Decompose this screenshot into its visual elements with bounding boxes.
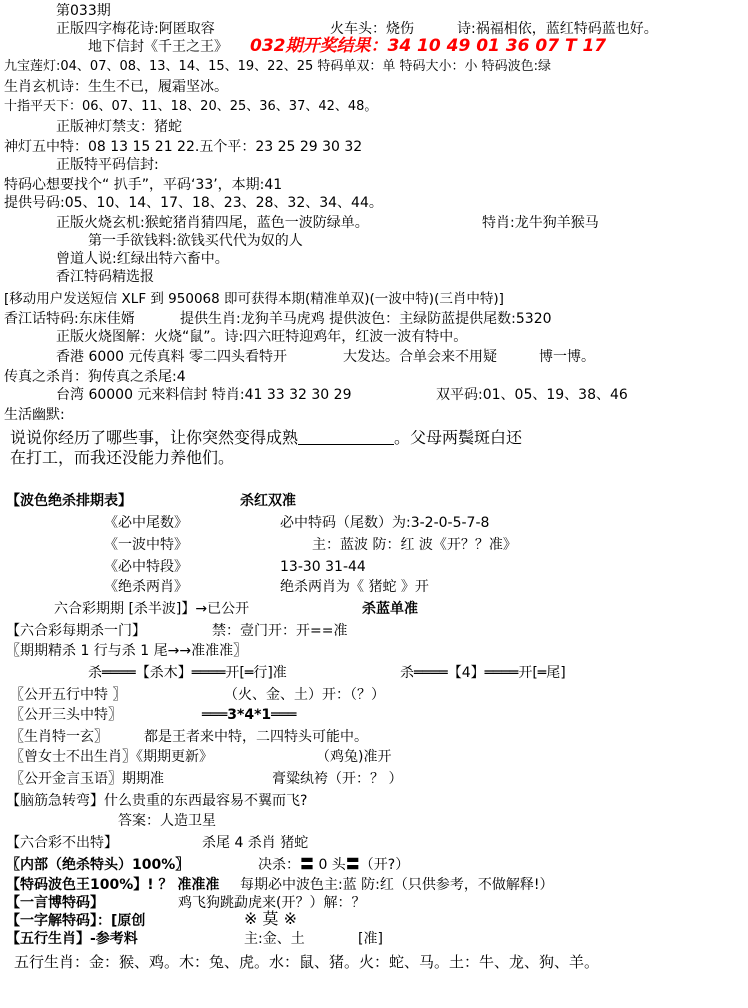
special-zodiacs: 特肖:龙牛狗羊猴马 <box>482 215 599 231</box>
five-zodiac-accurate: [准] <box>358 931 383 947</box>
plum-blossom-poem: 正版四字梅花诗:阿匿取容 <box>56 21 215 37</box>
taoist-saying: 曾道人说:红绿出特六畜中。 <box>56 251 229 267</box>
fire-diagram: 正版火烧图解：火烧“鼠”。诗:四六旺特迎鸡年，红波一波有特中。 <box>56 329 468 345</box>
fire-mystery: 正版火烧玄机:猴蛇猪肖猜四尾，蓝色一波防绿单。 <box>56 215 369 231</box>
golden-words-value: 膏粱纨袴（开：？ ） <box>272 771 403 787</box>
life-humor: 生活幽默: <box>4 407 65 423</box>
train-head: 火车头：烧伤 <box>330 21 414 37</box>
first-hand-material: 第一手欲钱料:欲钱买代代为奴的人 <box>88 233 303 249</box>
fax-kill-zodiac: 传真之杀肖：狗传真之杀尾:4 <box>4 369 186 385</box>
xiangjiang-talk: 香江话特码:东床佳婿 <box>4 311 135 327</box>
nine-lotus-lamp: 九宝莲灯:04、07、08、13、14、15、19、22、25 特码单双：单 特码大小：小 特码波色:绿 <box>4 59 552 74</box>
three-head-value: ═══3*4*1═══ <box>202 707 297 723</box>
five-elements-label: 〖公开五行中特 〗 <box>10 687 127 703</box>
one-word-value: 鸡飞狗跳勐虎来(开？）解：？ <box>178 895 366 911</box>
kill-one-door-value: 禁：壹门开：开==准 <box>212 623 348 639</box>
double-flat-code: 双平码:01、05、19、38、46 <box>436 387 628 403</box>
underground-envelope: 地下信封《千王之王》 <box>88 39 228 55</box>
kill-two-value: 绝杀两肖为《 猪蛇 》开 <box>280 579 429 595</box>
taiwan-envelope: 台湾 60000 元来料信封 特肖:41 33 32 30 29 <box>56 387 352 403</box>
golden-words-label: 〖公开金言玉语〗期期准 <box>10 771 164 787</box>
provided-zodiacs: 提供生肖:龙狗羊马虎鸡 提供波色：主绿防蓝提供尾数:5320 <box>180 311 552 327</box>
kill-red-double: 杀红双准 <box>240 493 296 509</box>
five-zodiac-main: 主:金、土 <box>244 931 305 947</box>
one-wave-label: 《一波中特》 <box>104 537 188 553</box>
humor-line-1 <box>10 428 522 448</box>
pickpocket-line: 特码心想要找个“ 扒手”，平码‘33’，本期:41 <box>4 177 283 193</box>
humor-line-1b: 。父母两鬓斑白还 <box>394 428 523 447</box>
kill-row-tail: 〖期期精杀 1 行与杀 1 尾→→准准准〗 <box>6 643 248 659</box>
must-tail-label: 《必中尾数》 <box>104 515 188 531</box>
kill-half-wave: 六合彩期期 [杀半波]】→已公开 <box>54 601 250 617</box>
must-section-value: 13-30 31-44 <box>280 559 366 575</box>
humor-line-2: 在打工，而我还没能力养他们。 <box>10 448 235 467</box>
five-zodiac-list: 五行生肖：金：猴、鸡。木：兔、虎。水：鼠、猪。火：蛇、马。土：牛、龙、狗、羊。 <box>14 953 600 971</box>
issue-number: 第033期 <box>56 3 111 19</box>
three-head-label: 〖公开三头中特〗 <box>10 707 122 723</box>
must-section-label: 《必中特段》 <box>104 559 188 575</box>
five-zodiac-label: 【五行生肖】-参考料 <box>6 931 138 947</box>
kill-tail-line: 杀════【4】════开[═尾] <box>400 665 566 681</box>
blank-underline <box>298 430 394 445</box>
draw-result-banner: 032期开奖结果：34 10 49 01 36 07 T 17 <box>250 36 607 56</box>
color-kill-table: 【波色绝杀排期表】 <box>6 493 132 509</box>
ten-fingers-line: 十指平天下：06、07、11、18、20、25、36、37、42、48。 <box>4 99 378 114</box>
must-tail-value: 必中特码（尾数）为:3-2-0-5-7-8 <box>280 515 490 531</box>
kill-blue-single: 杀蓝单准 <box>362 601 418 617</box>
zodiac-mystery-label: 〖生肖特一玄〗 <box>10 729 108 745</box>
ms-zeng-label: 〖曾女士不出生肖〗《期期更新》 <box>10 749 213 765</box>
xiangjiang-report: 香江特码精选报 <box>56 269 154 285</box>
kill-wood-line: 杀════【杀木】════开[═行]准 <box>88 665 287 681</box>
riddle-answer: 答案：人造卫星 <box>118 813 216 829</box>
inner-kill-value: 决杀：〓 0 头〓（开?） <box>258 857 410 873</box>
inner-kill-label: 〖内部（绝杀特头）100%〗 <box>6 857 190 873</box>
lamp-five-special: 神灯五中特：08 13 15 21 22.五个平：23 25 29 30 32 <box>4 139 363 155</box>
humor-line-1a: 说说你经历了哪些事，让你突然变得成熟 <box>10 428 299 447</box>
ms-zeng-value: （鸡兔)准开 <box>316 749 392 765</box>
kill-two-label: 《绝杀两肖》 <box>104 579 188 595</box>
no-special-label: 【六合彩不出特】 <box>6 835 118 851</box>
sms-notice: [移动用户发送短信 XLF 到 950068 即可获得本期(精准单双)(一波中特)(三肖中特)] <box>4 291 504 307</box>
five-elements-value: （火、金、土）开：（？） <box>224 687 385 703</box>
one-word-label: 【一言博特码】 <box>6 895 104 911</box>
color-king-value: 每期必中波色主:蓝 防:红（只供参考，不做解释!） <box>240 877 554 893</box>
lamp-forbidden: 正版神灯禁支：猪蛇 <box>56 119 182 135</box>
one-char-label: 【一字解特码】：[原创 <box>6 913 146 929</box>
zodiac-mystery-poem: 生肖玄机诗：生生不已，履霜坚冰。 <box>4 79 228 95</box>
provided-numbers: 提供号码:05、10、14、17、18、23、28、32、34、44。 <box>4 195 383 211</box>
zodiac-mystery-value: 都是王者来中特，二四特头可能中。 <box>144 729 368 745</box>
poem-text: 诗:祸福相依，蓝红特码蓝也好。 <box>457 21 658 37</box>
no-special-value: 杀尾 4 杀肖 猪蛇 <box>202 835 309 851</box>
color-king-label: 【特码波色王100%】! ？ 准准准 <box>6 877 220 893</box>
hk-fax-bet: 博一博。 <box>539 349 595 365</box>
kill-one-door-label: 【六合彩每期杀一门】 <box>6 623 146 639</box>
hk-fax: 香港 6000 元传真料 零二四头看特开 <box>56 349 287 365</box>
one-wave-value: 主：蓝波 防：红 波《开？？准》 <box>312 537 517 553</box>
riddle-question: 【脑筋急转弯】什么贵重的东西最容易不翼而飞? <box>6 793 308 809</box>
flat-code-envelope: 正版特平码信封: <box>56 157 159 173</box>
one-char-value: ※ 莫 ※ <box>244 909 297 928</box>
hk-fax-fortune: 大发达。合单会来不用疑 <box>343 349 497 365</box>
